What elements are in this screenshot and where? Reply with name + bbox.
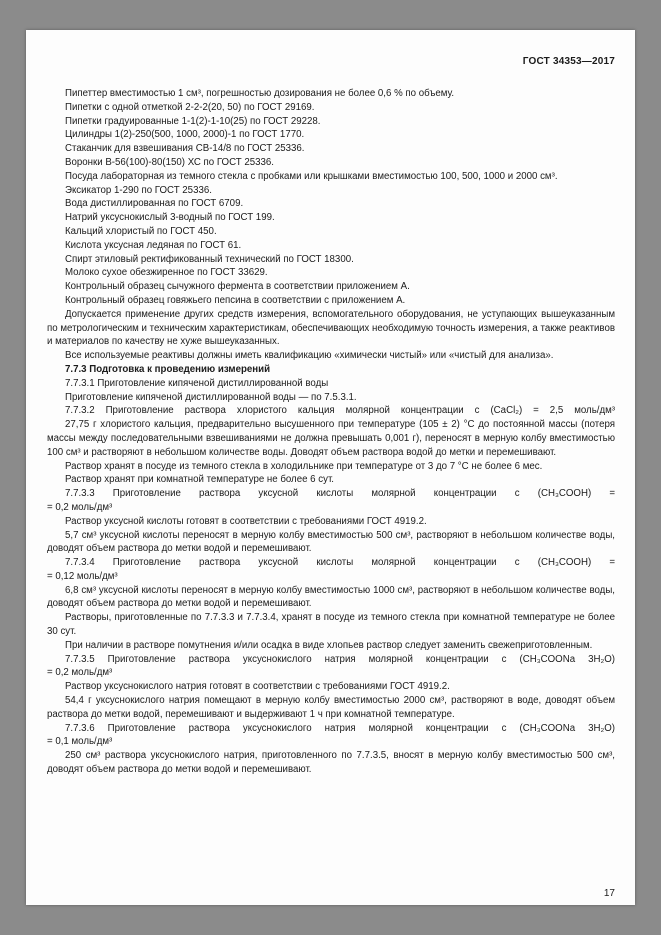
paragraph: Раствор хранят в посуде из темного стекла в холодильнике при температуре от 3 до 7 °С не более 6 мес. [65, 460, 543, 472]
paragraph: Цилиндры 1(2)-250(500, 1000, 2000)-1 по ГОСТ 1770. [65, 129, 305, 141]
paragraph: Кислота уксусная ледяная по ГОСТ 61. [65, 239, 242, 251]
paragraph: 7.7.3.5 Приготовление раствора уксуснокислого натрия молярной концентрации с (CH₃COONa 3H₂O) [65, 653, 615, 665]
paragraph: = 0,1 моль/дм³ [47, 736, 113, 748]
paragraph: Эксикатор 1-290 по ГОСТ 25336. [65, 184, 212, 196]
paragraph: Раствор хранят при комнатной температуре не более 6 сут. [65, 474, 335, 486]
paragraph: Воронки В-56(100)-80(150) ХС по ГОСТ 25336. [65, 156, 275, 168]
paragraph: Молоко сухое обезжиренное по ГОСТ 33629. [65, 267, 268, 279]
paragraph: 6,8 см³ уксусной кислоты переносят в мерную колбу вместимостью 1000 см³, растворяют в небольшом количестве воды, доводят объем раствора до метки водой и перемешивают. [47, 584, 615, 610]
paragraph: Вода дистиллированная по ГОСТ 6709. [65, 198, 244, 210]
document-header [47, 56, 615, 67]
paragraph: Спирт этиловый ректификованный технический по ГОСТ 18300. [65, 253, 354, 265]
paragraph: Все используемые реактивы должны иметь квалификацию «химически чистый» или «чистый для анализа». [65, 350, 554, 362]
paragraph: Допускается применение других средств измерения, вспомогательного оборудования, не уступающих вышеуказанным по метрологическим и техническим характеристикам, обеспечивающих необходимую точность измерения, а также реактивов и материалов по качеству не хуже вышеуказанных. [47, 308, 615, 348]
paragraph: 7.7.3.1 Приготовление кипяченой дистиллированной воды [65, 377, 329, 389]
paragraph: Посуда лабораторная из темного стекла с пробками или крышками вместимостью 100, 500, 1000 и 2000 см³. [65, 170, 558, 182]
paragraph: 54,4 г уксуснокислого натрия помещают в мерную колбу вместимостью 2000 см³, растворяют в воде, доводят объем раствора до метки водой, перемешивают и выдерживают 1 ч при комнатной температуре. [47, 695, 615, 720]
document-footer [604, 888, 615, 899]
paragraph: Стаканчик для взвешивания СВ-14/8 по ГОСТ 25336. [65, 143, 305, 155]
paragraph: Пипетки с одной отметкой 2-2-2(20, 50) по ГОСТ 29169. [65, 101, 315, 113]
page-number: 17 [603, 888, 615, 899]
paragraph: 7.7.3.2 Приготовление раствора хлористого кальция молярной концентрации с (CaCl₂) = 2,5 моль/дм³ [65, 405, 615, 417]
paragraph: Раствор уксуснокислого натрия готовят в соответствии с требованиями ГОСТ 4919.2. [65, 681, 450, 693]
paragraph: При наличии в растворе помутнения и/или осадка в виде хлопьев раствор следует заменить свежеприготовленным. [65, 639, 593, 651]
paragraph: Растворы, приготовленные по 7.7.3.3 и 7.7.3.4, хранят в посуде из темного стекла при комнатной температуре не более 30 сут. [47, 612, 615, 638]
paragraph: 27,75 г хлористого кальция, предварительно высушенного при температуре (105 ± 2) °С до постоянной массы (потеря массы между последовательными взвешиваниями не должна превышать 0,001 г), переносят в мерную колбу вместимостью 100 см³ и растворяют в небольшом количестве воды. Доводят объем раствора водой до метки и перемешивают. [47, 419, 615, 458]
paragraph: = 0,2 моль/дм³ [47, 667, 113, 679]
paragraph: 7.7.3 Подготовка к проведению измерений [65, 363, 271, 375]
paragraph: 5,7 см³ уксусной кислоты переносят в мерную колбу вместимостью 500 см³, растворяют в небольшом количестве воды, доводят объем раствора до метки водой и перемешивают. [47, 529, 615, 555]
paragraph: Натрий уксуснокислый 3-водный по ГОСТ 199. [65, 212, 275, 224]
paragraph: Контрольный образец сычужного фермента в соответствии приложением А. [65, 281, 410, 293]
paragraph: 250 см³ раствора уксуснокислого натрия, приготовленного по 7.7.3.5, вносят в мерную колбу вместимостью 500 см³, доводят объем раствора до метки водой и перемешивают. [47, 750, 615, 776]
paragraph: = 0,2 моль/дм³ [47, 501, 113, 513]
paragraph: Кальций хлористый по ГОСТ 450. [65, 225, 217, 237]
paragraph: 7.7.3.4 Приготовление раствора уксусной кислоты молярной концентрации с (CH₃COOH) = [65, 557, 615, 569]
document-page [26, 30, 635, 905]
paragraph: Пипеттер вместимостью 1 см³, погрешностью дозирования не более 0,6 % по объему. [65, 88, 455, 99]
paragraph: = 0,12 моль/дм³ [47, 570, 118, 582]
paragraph: Контрольный образец говяжьего пепсина в соответствии с приложением А. [65, 294, 406, 306]
document-body [47, 87, 615, 777]
paragraph: 7.7.3.3 Приготовление раствора уксусной кислоты молярной концентрации с (CH₃COOH) = [65, 488, 615, 500]
paragraph: 7.7.3.6 Приготовление раствора уксуснокислого натрия молярной концентрации с (CH₃COONa 3H₂O) [65, 722, 615, 734]
paragraph: Приготовление кипяченой дистиллированной воды — по 7.5.3.1. [65, 391, 357, 403]
paragraph: Раствор уксусной кислоты готовят в соответствии с требованиями ГОСТ 4919.2. [65, 515, 427, 527]
standard-number: ГОСТ 34353—2017 [522, 56, 615, 67]
paragraph: Пипетки градуированные 1-1(2)-1-10(25) по ГОСТ 29228. [65, 115, 321, 127]
